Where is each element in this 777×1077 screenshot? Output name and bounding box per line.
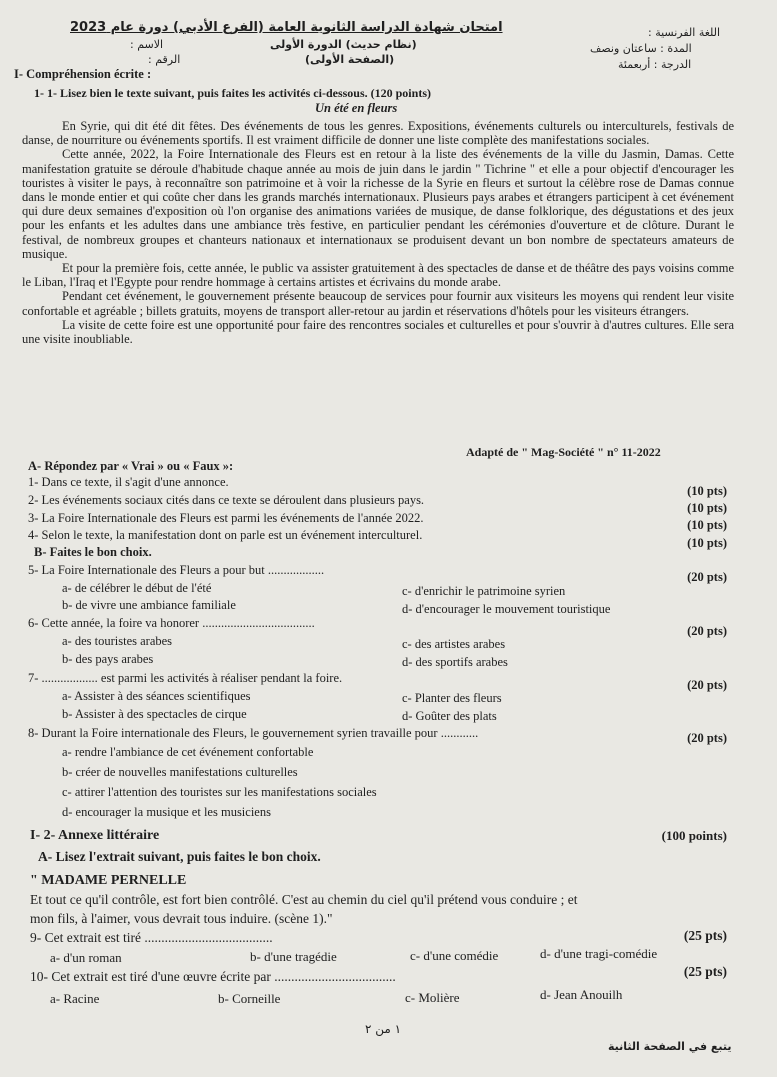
partA-points-4: (10 pts) [687,536,727,550]
question-10-points: (25 pts) [683,964,727,979]
q5-option-b: b- de vivre une ambiance familiale [62,598,236,612]
exam-title: امتحان شهادة الدراسة الثانوية العامة (الفرع الأدبي) دورة عام 2023 [70,20,503,35]
question-10: 10- Cet extrait est tiré d'une œuvre écrite par .................................... [30,969,396,984]
q10-option-d: d- Jean Anouilh [540,987,623,1002]
q8-option-b: b- créer de nouvelles manifestations culturelles [62,765,298,779]
paragraph-5: La visite de cette foire est une opportunité pour faire des rencontres sociales et culturelles et pour s'ouvrir à d'autres cultures. Elle sera une visite inoubliable. [22,317,734,347]
q9-option-a: a- d'un roman [50,950,122,965]
text-source: Adapté de " Mag-Société " n° 11-2022 [466,445,661,459]
page-number: ١ من ٢ [365,1022,402,1036]
reading-text [22,119,734,346]
q5-option-d: d- d'encourager le mouvement touristique [402,602,611,616]
q6-option-a: a- des touristes arabes [62,634,173,648]
q7-option-d: d- Goûter des plats [402,709,497,723]
q6-option-b: b- des pays arabes [62,652,154,666]
question-9: 9- Cet extrait est tiré ...................................... [30,930,273,945]
partA-item-2: 2- Les événements sociaux cités dans ce texte se déroulent dans plusieurs pays. [28,493,425,507]
extract-line-2: mon fils, à l'aimer, vous devrait tous induire. (scène 1)." [30,911,333,926]
section2-title: I- 2- Annexe littéraire [30,828,160,843]
q9-option-c: c- d'une comédie [410,948,499,963]
partA-item-4: 4- Selon le texte, la manifestation dont on parle est un événement interculturel. [28,528,423,542]
partA-item-3: 3- La Foire Internationale des Fleurs est parmi les événements de l'année 2022. [28,511,424,525]
q5-option-a: a- de célébrer le début de l'été [62,581,212,595]
q10-option-c: c- Molière [405,990,460,1005]
text-title: Un été en fleurs [315,101,398,115]
partB-title: B- Faites le bon choix. [34,545,152,559]
q9-option-b: b- d'une tragédie [250,949,337,964]
continue-note: يتبع في الصفحة الثانية [608,1040,732,1053]
q10-option-b: b- Corneille [218,991,281,1006]
duration-label: المدة : ساعتان ونصف [590,42,692,55]
partA-points-2: (10 pts) [687,501,727,515]
question-7-points: (20 pts) [687,678,727,692]
question-5-points: (20 pts) [687,570,727,584]
q7-option-c: c- Planter des fleurs [402,691,502,705]
extract-line-1: Et tout ce qu'il contrôle, est fort bien contrôlé. C'est au chemin du ciel qu'il prétend vous conduire ; et [30,892,578,907]
question-8-points: (20 pts) [687,731,727,745]
q8-option-c: c- attirer l'attention des touristes sur les manifestations sociales [62,785,377,799]
paragraph-3: Et pour la première fois, cette année, le public va assister gratuitement à des spectacles de danse et de théâtre des pays voisins comme le Liban, l'Iraq et l'Egypte pour rendre hommage à certains artistes et écrivains du monde arabe. [22,261,734,290]
question-7: 7- .................. est parmi les activités à réaliser pendant la foire. [28,671,343,685]
section2-instruction: A- Lisez l'extrait suivant, puis faites le bon choix. [38,849,321,864]
section1-title: I- Compréhension écrite : [14,67,152,81]
section1-instruction: 1- 1- Lisez bien le texte suivant, puis faites les activités ci-dessous. (120 points) [34,86,431,100]
question-9-points: (25 pts) [683,928,727,943]
paragraph-1: En Syrie, qui dit été dit fêtes. Des événements de tous les genres. Expositions, événements culturels ou interculturels, festivals de danse, de nourriture ou événements sportifs. Il est vraiment difficile de donner une liste complète des manifestations sociales. [22,119,734,148]
partA-points-3: (10 pts) [687,518,727,532]
extract-speaker: " MADAME PERNELLE [30,873,187,888]
q8-option-a: a- rendre l'ambiance de cet événement confortable [62,745,314,759]
section2-points: (100 points) [661,828,727,843]
q7-option-b: b- Assister à des spectacles de cirque [62,707,247,721]
mark-label: الدرجة : أربعمئة [618,58,692,71]
question-5: 5- La Foire Internationale des Fleurs a pour but .................. [28,563,325,577]
paragraph-2: Cette année, 2022, la Foire Internationale des Fleurs est en retour à la liste des événements de la ville du Jasmin, Damas. Cette manifestation gratuite se déroule d'habitude chaque année au mois de juin dans le jardin " Tichrine " et elle a pour objectif d'encourager les touristes à visiter le pays, à reconnaître son patrimoine et à voir la richesse de la Syrie en fleurs et surtout la célèbre rose de Damas connue dans le monde entier et qui coûte cher dans les grands marchés internationaux. Plusieurs pays arabes et étrangers participent à cet événement qui dure deux semaines d'exposition où l'on organise des animations variées de musique, de danse folklorique, des dégustations et des jeux pour les enfants et les adultes dans une ambiance très festive, en particulier pendant les cérémonies d'ouverture et de clôture. Durant le festival, de nombreux groupes et chanteurs nationaux et internationaux se produisent devant un bon nombre de spectateurs amateurs de musique. [22,147,734,261]
q8-option-d: d- encourager la musique et les musiciens [62,805,271,819]
exam-subtitle: (نظام حديث) الدورة الأولى [270,38,417,51]
page-label: (الصفحة الأولى) [305,53,395,66]
name-label: الاسم : [130,38,164,51]
number-label: الرقم : [148,53,181,66]
question-6-points: (20 pts) [687,624,727,638]
q6-option-c: c- des artistes arabes [402,637,506,651]
q10-option-a: a- Racine [50,991,100,1006]
question-8: 8- Durant la Foire internationale des Fleurs, le gouvernement syrien travaille pour ............ [28,726,479,740]
subject-label: اللغة الفرنسية : [648,26,721,39]
q5-option-c: c- d'enrichir le patrimoine syrien [402,584,566,598]
q9-option-d: d- d'une tragi-comédie [540,946,658,961]
paragraph-4: Pendant cet événement, le gouvernement présente beaucoup de services pour fournir aux visiteurs les moyens qui rendent leur visite confortable et agréable ; billets gratuits, moyens de transport aller-retour au jardin et réservations d'hôtels pour les visiteurs étrangers. [22,289,734,318]
q7-option-a: a- Assister à des séances scientifiques [62,689,251,703]
q6-option-d: d- des sportifs arabes [402,655,508,669]
partA-title: A- Répondez par « Vrai » ou « Faux »: [28,459,234,473]
question-6: 6- Cette année, la foire va honorer .................................... [28,616,315,630]
partA-points-1: (10 pts) [687,484,727,498]
partA-item-1: 1- Dans ce texte, il s'agit d'une annonce. [28,475,229,489]
